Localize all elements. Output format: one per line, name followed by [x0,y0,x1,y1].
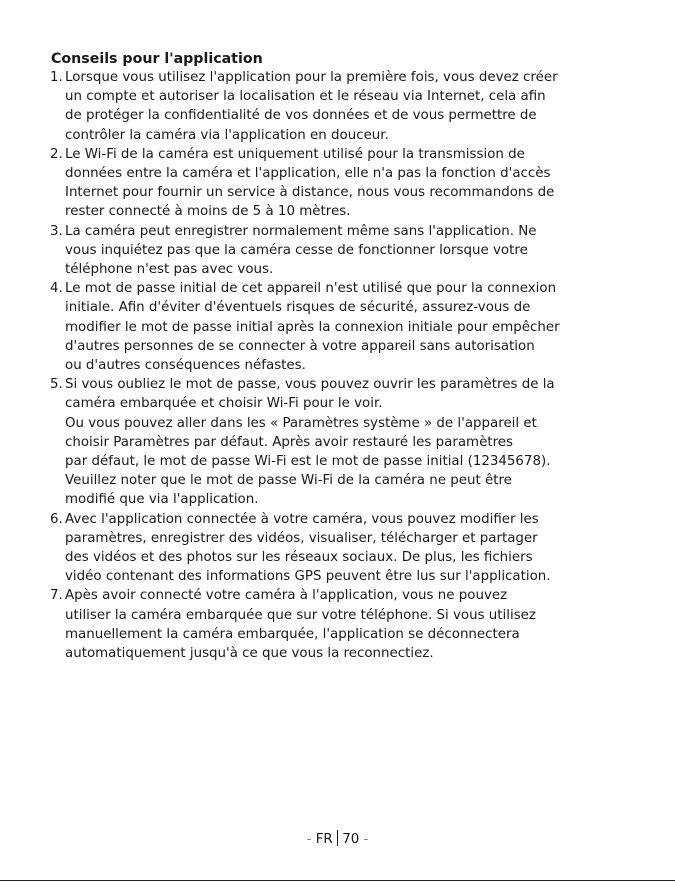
tip-text-line: modifier le mot de passe initial après la connexion initiale pour empêcher [65,319,560,335]
tip-item [50,279,640,375]
footer-dash-left: - [306,832,312,847]
tip-text-line: Ou vous pouvez aller dans les « Paramètres système » de l'appareil et [65,415,537,431]
tip-item [50,222,640,280]
tip-text-line: choisir Paramètres par défaut. Après avoir restauré les paramètres [65,434,513,450]
tip-number: 2. [50,146,63,162]
section-title: Conseils pour l'application [51,51,263,67]
tip-number: 5. [50,377,63,393]
tip-text-line: initiale. Afin d'éviter d'éventuels risques de sécurité, assurez-vous de [65,300,531,316]
tip-number: 7. [50,588,63,604]
tip-text-line: manuellement la caméra embarquée, l'application se déconnectera [65,626,520,642]
tip-text-line: des vidéos et des photos sur les réseaux sociaux. De plus, les fichiers [65,550,533,566]
tip-text-line: Apès avoir connecté votre caméra à l'application, vous ne pouvez [65,588,508,604]
tip-item [50,510,640,587]
tip-text-line: utiliser la caméra embarquée que sur votre téléphone. Si vous utilisez [65,607,536,623]
tip-text-line: rester connecté à moins de 5 à 10 mètres. [65,204,351,220]
tip-text-line: ou d'autres conséquences néfastes. [65,358,306,374]
tip-text-line: de protéger la confidentialité de vos données et de vous permettre de [65,108,537,124]
tip-text-line: contrôler la caméra via l'application en douceur. [65,127,389,143]
tip-text-line: données entre la caméra et l'application, elle n'a pas la fonction d'accès [65,166,551,182]
footer-separator [337,830,339,846]
tip-text-line: Le mot de passe initial de cet appareil n'est utilisé que pour la connexion [65,281,557,297]
tips-list [50,68,640,663]
page-footer [0,830,675,850]
tip-text-line: d'autres personnes de se connecter à votre appareil sans autorisation [65,338,535,354]
tip-number: 4. [50,281,63,297]
tip-text-line: Internet pour fournir un service à distance, nous vous recommandons de [65,185,555,201]
tip-item [50,586,640,663]
tip-text-line: Si vous oubliez le mot de passe, vous pouvez ouvrir les paramètres de la [65,377,555,393]
tip-item [50,68,640,145]
tip-text-line: Avec l'application connectée à votre caméra, vous pouvez modifier les [65,511,539,527]
footer-dash-right: - [363,832,369,847]
tip-text-line: modifié que via l'application. [65,492,259,508]
tip-text-line: vous inquiétez pas que la caméra cesse de fonctionner lorsque votre [65,242,528,258]
tip-item [50,375,640,509]
tip-text-line: La caméra peut enregistrer normalement même sans l'application. Ne [65,223,537,239]
tip-number: 1. [50,70,63,85]
tip-item [50,145,640,222]
tip-text-line: un compte et autoriser la localisation et le réseau via Internet, cela afin [65,89,546,105]
footer-page-number: 70 [342,832,360,847]
tip-text-line: caméra embarquée et choisir Wi-Fi pour le voir. [65,396,383,412]
tip-text-line: téléphone n'est pas avec vous. [65,262,274,278]
tip-text-line: Lorsque vous utilisez l'application pour la première fois, vous devez créer [65,70,558,85]
bottom-divider [0,880,675,881]
tip-text-line: Le Wi-Fi de la caméra est uniquement utilisé pour la transmission de [65,146,525,162]
tip-number: 6. [50,511,63,527]
tip-text-line: par défaut, le mot de passe Wi-Fi est le mot de passe initial (12345678). [65,454,551,470]
tip-text-line: Veuillez noter que le mot de passe Wi-Fi de la caméra ne peut être [65,473,512,489]
tip-text-line: automatiquement jusqu'à ce que vous la reconnectiez. [65,646,434,662]
tip-text-line: vidéo contenant des informations GPS peuvent être lus sur l'application. [65,569,551,585]
tip-number: 3. [50,223,63,239]
footer-language: FR [315,832,333,847]
tip-text-line: paramètres, enregistrer des vidéos, visualiser, télécharger et partager [65,530,538,546]
